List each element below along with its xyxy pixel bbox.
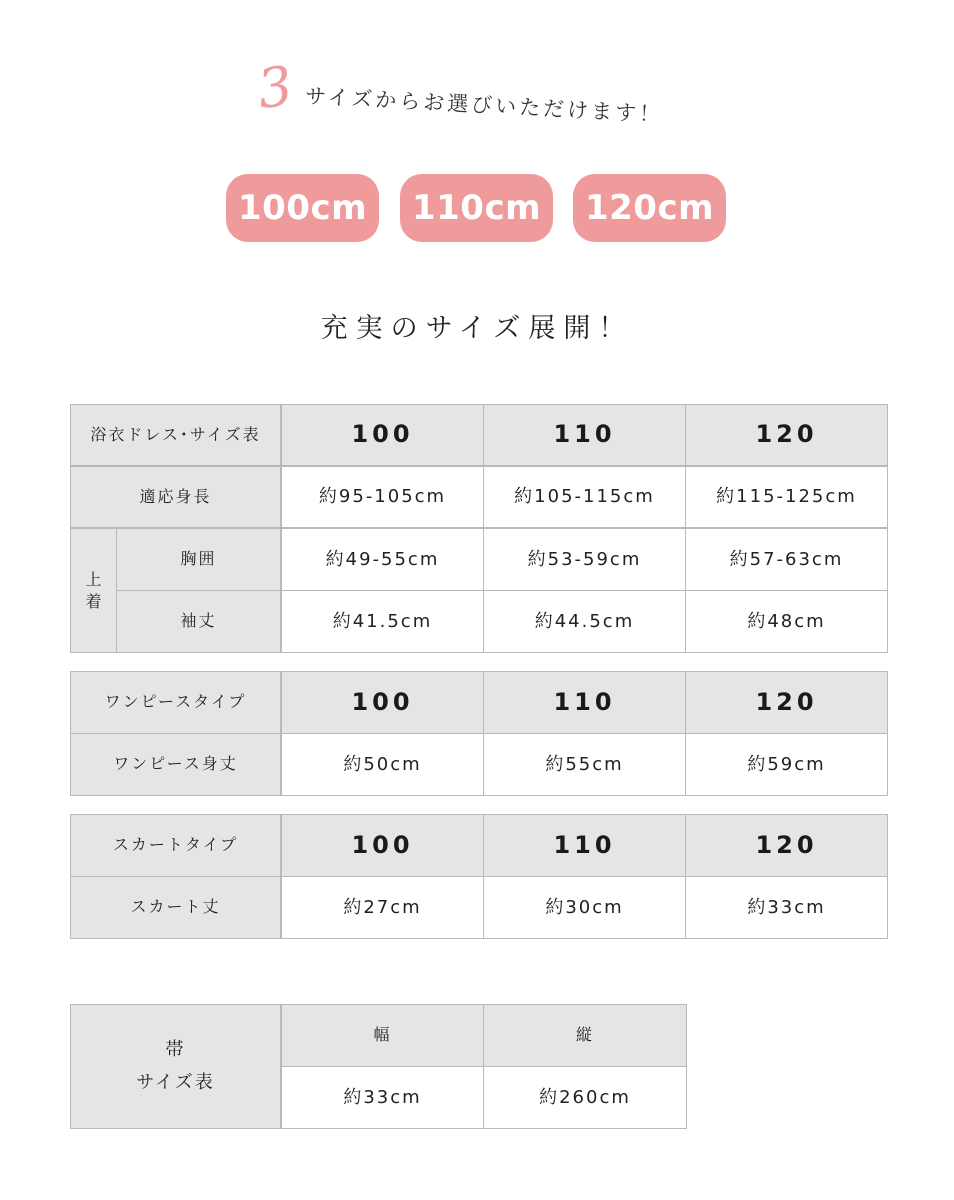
onepiece-size-120: 120 — [685, 671, 888, 734]
skirt-size-110: 110 — [483, 814, 686, 877]
onepiece-title: ワンピースタイプ — [70, 671, 281, 734]
height-value-110: 約105-115cm — [483, 466, 686, 528]
skirt-size-120: 120 — [685, 814, 888, 877]
obi-title-1: 帯 — [165, 1039, 186, 1061]
obi-width-label: 幅 — [281, 1004, 484, 1067]
top-garment-label — [70, 528, 117, 653]
top-label-1: 上 — [85, 569, 102, 589]
tagline-number: 3 — [253, 53, 297, 122]
obi-length-label: 縦 — [483, 1004, 687, 1067]
obi-title — [70, 1004, 281, 1129]
tagline — [253, 53, 718, 128]
section-title: 充実のサイズ展開！ — [320, 313, 634, 344]
skirt-length-120: 約33cm — [685, 876, 888, 939]
skirt-length-110: 約30cm — [483, 876, 686, 939]
sleeve-value-110: 約44.5cm — [483, 590, 686, 653]
size-header-120: 120 — [685, 404, 888, 466]
top-label-2: 着 — [85, 591, 102, 611]
size-header-100: 100 — [281, 404, 484, 466]
onepiece-length-label: ワンピース身丈 — [70, 733, 281, 796]
chest-value-120: 約57-63cm — [685, 528, 888, 591]
obi-width-value: 約33cm — [281, 1066, 484, 1129]
height-label: 適応身長 — [70, 466, 281, 528]
table-title: 浴衣ドレス･サイズ表 — [70, 404, 281, 466]
skirt-length-label: スカート丈 — [70, 876, 281, 939]
size-pill-100: 100cm — [226, 174, 379, 242]
obi-title-2: サイズ表 — [136, 1071, 215, 1093]
onepiece-length-100: 約50cm — [281, 733, 484, 796]
size-pill-120: 120cm — [573, 174, 726, 242]
skirt-size-100: 100 — [281, 814, 484, 877]
height-value-100: 約95-105cm — [281, 466, 484, 528]
skirt-title: スカートタイプ — [70, 814, 281, 877]
obi-length-value: 約260cm — [483, 1066, 687, 1129]
height-value-120: 約115-125cm — [685, 466, 888, 528]
chest-label: 胸囲 — [116, 528, 281, 591]
onepiece-length-120: 約59cm — [685, 733, 888, 796]
onepiece-size-100: 100 — [281, 671, 484, 734]
sleeve-label: 袖丈 — [116, 590, 281, 653]
chest-value-110: 約53-59cm — [483, 528, 686, 591]
sleeve-value-100: 約41.5cm — [281, 590, 484, 653]
chest-value-100: 約49-55cm — [281, 528, 484, 591]
sleeve-value-120: 約48cm — [685, 590, 888, 653]
tagline-text: サイズからお選びいただけます！ — [304, 83, 664, 127]
onepiece-size-110: 110 — [483, 671, 686, 734]
onepiece-length-110: 約55cm — [483, 733, 686, 796]
skirt-length-100: 約27cm — [281, 876, 484, 939]
size-pill-110: 110cm — [400, 174, 553, 242]
size-header-110: 110 — [483, 404, 686, 466]
